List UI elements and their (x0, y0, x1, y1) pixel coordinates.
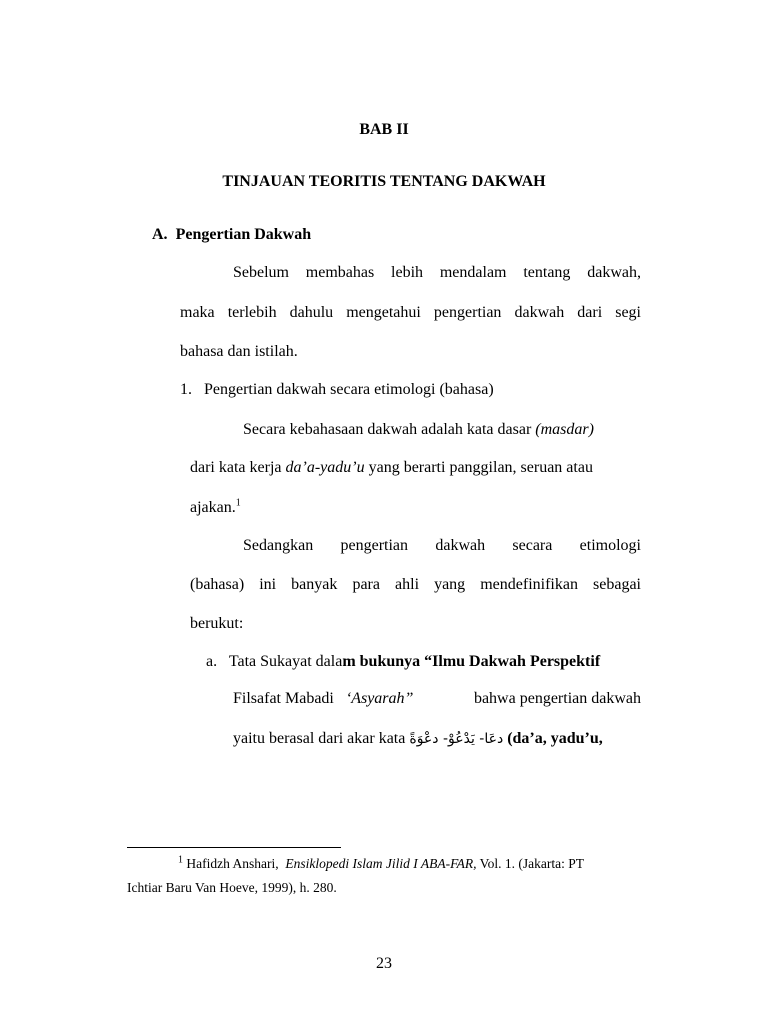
chapter-number: BAB II (359, 121, 409, 138)
chapter-title: TINJAUAN TEORITIS TENTANG DAKWAH (222, 173, 546, 190)
section-paragraph-line: bahasa dan istilah. (180, 343, 298, 360)
text-span: Hafidzh Anshari, (186, 856, 279, 871)
sub-list-item-a (206, 653, 600, 671)
sub-list-line (233, 730, 603, 748)
item1-paragraph-line (190, 459, 593, 477)
italic-term: da’a-yadu’u (285, 459, 365, 476)
arabic-text: دعَا- يَدْعُوْ- دعْوَةً (409, 731, 504, 747)
section-marker: A. (152, 226, 168, 243)
italic-term: ‘Asyarah” (345, 690, 414, 707)
section-paragraph-line: Sebelum membahas lebih mendalam tentang dakwah, (233, 264, 641, 281)
list-marker: 1. (180, 381, 192, 398)
text-span: Secara kebahasaan dakwah adalah kata dasar (243, 421, 532, 438)
sub-list-line (233, 690, 641, 708)
bold-span: (da’a, yadu’u, (507, 730, 603, 747)
footnote-separator (127, 847, 341, 848)
bold-span: m bukunya “Ilmu Dakwah Perspektif (342, 653, 601, 670)
item1-paragraph-line (190, 499, 241, 517)
list-label: Pengertian dakwah secara etimologi (bahasa) (204, 381, 494, 398)
text-span: Filsafat Mabadi (233, 690, 334, 707)
page-number: 23 (376, 955, 392, 972)
list-marker: a. (206, 653, 218, 670)
text-span: bahwa pengertian dakwah (473, 690, 641, 707)
footnote-ref: 1 (235, 497, 241, 509)
item1-paragraph-line (243, 421, 594, 439)
text-span: Vol. 1. (Jakarta: PT (479, 856, 584, 871)
italic-term: (masdar) (535, 421, 594, 438)
item1-paragraph-line: Sedangkan pengertian dakwah secara etimologi (243, 537, 641, 554)
item1-paragraph-line: berukut: (190, 615, 244, 632)
italic-term: Ensiklopedi Islam Jilid I ABA-FAR, (285, 856, 477, 871)
text-span: yaitu berasal dari akar kata (233, 730, 406, 747)
text-span: yang berarti panggilan, seruan atau (368, 459, 593, 476)
item1-paragraph-line: (bahasa) ini banyak para ahli yang mendefinifikan sebagai (190, 576, 641, 593)
section-title: Pengertian Dakwah (175, 226, 312, 243)
footnote-line (178, 856, 584, 872)
footnote-line: Ichtiar Baru Van Hoeve, 1999), h. 280. (127, 880, 337, 895)
list-item-1 (180, 381, 494, 399)
text-span: Tata Sukayat dala (228, 653, 343, 670)
text-span: dari kata kerja (190, 459, 282, 476)
section-paragraph-line: maka terlebih dahulu mengetahui pengertian dakwah dari segi (180, 304, 641, 321)
text-span: ajakan. (190, 499, 236, 516)
section-heading (152, 226, 311, 244)
footnote-number: 1 (178, 854, 183, 866)
